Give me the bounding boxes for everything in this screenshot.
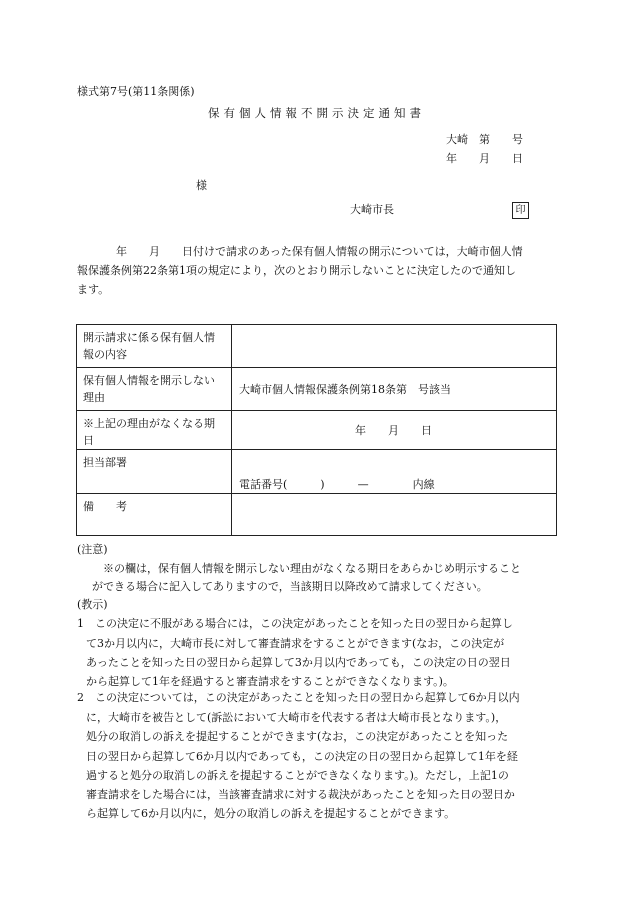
instruction-2-line-4: 日の翌日から起算して6か月以内であっても，この決定の日の翌日から起算して1年を経 [86, 750, 518, 763]
label-content-line-1: 開示請求に係る保有個人情 [83, 331, 215, 344]
expiry-date: 年 月 日 [355, 424, 432, 437]
value-expiry [232, 411, 557, 450]
body-line-2: 報保護条例第22条第1項の規定により，次のとおり開示しないことに決定したので通知し [77, 264, 516, 277]
label-reason [77, 368, 232, 411]
document-date: 年 月 日 [446, 152, 523, 165]
label-remarks-line-1: 備 考 [83, 500, 127, 513]
value-department [232, 450, 557, 494]
instruction-1-line-3: あったことを知った日の翌日から起算して3か月以内であっても，この決定の日の翌日 [86, 656, 511, 669]
instruction-1-line-4: から起算して1年を経過すると審査請求をすることができなくなります。)。 [86, 675, 454, 688]
value-content [232, 325, 557, 368]
instruction-2-line-2: に，大崎市を被告として(訴訟において大崎市を代表する者は大崎市長となります。)， [86, 711, 507, 724]
instruction-2-line-7: ら起算して6か月以内に，処分の取消しの訴えを提起することができます。 [86, 807, 456, 820]
phone-number-text: 電話番号( ) — 内線 [239, 478, 435, 491]
instruction-2-line-5: 過すると処分の取消しの訴えを提起することができなくなります。)。ただし，上記1の [86, 769, 509, 782]
instruction-2-line-3: 処分の取消しの訴えを提起することができます(なお，この決定があったことを知った [86, 730, 509, 743]
decision-table [76, 324, 557, 536]
table-row-expiry [77, 411, 557, 450]
label-remarks [77, 494, 232, 536]
reason-text: 大崎市個人情報保護条例第18条第 号該当 [239, 383, 451, 396]
instruction-2-line-1: 2 この決定については，この決定があったことを知った日の翌日から起算して6か月以内 [77, 691, 520, 704]
label-department [77, 450, 232, 494]
value-remarks [232, 494, 557, 536]
caution-line-2: ができる場合に記入してありますので，当該期日以降改めて請求してください。 [92, 580, 488, 593]
label-reason-line-1: 保有個人情報を開示しない [83, 374, 215, 387]
page-title: 保有個人情報不開示決定通知書 [208, 106, 425, 120]
seal-mark: 印 [512, 202, 529, 219]
label-expiry-line-2: 日 [83, 434, 94, 447]
caution-line-1: ※の欄は，保有個人情報を開示しない理由がなくなる期日をあらかじめ明示すること [103, 562, 521, 575]
label-content [77, 325, 232, 368]
instruction-1-line-1: 1 この決定に不服がある場合には，この決定があったことを知った日の翌日から起算し [77, 617, 513, 630]
label-expiry-line-1: ※上記の理由がなくなる期 [83, 417, 215, 430]
instruction-1-line-2: て3か月以内に，大崎市長に対して審査請求をすることができます(なお，この決定が [86, 637, 505, 650]
table-row-department [77, 450, 557, 494]
table-row-content [77, 325, 557, 368]
table-row-remarks [77, 494, 557, 536]
addressee-suffix: 様 [196, 179, 207, 192]
sender-name: 大崎市長 [350, 203, 394, 216]
value-reason [232, 368, 557, 411]
caution-heading: (注意) [77, 543, 108, 556]
label-reason-line-2: 理由 [83, 391, 105, 404]
instruction-heading: (教示) [77, 598, 108, 611]
table-row-reason [77, 368, 557, 411]
form-number: 様式第7号(第11条関係) [77, 85, 195, 98]
label-content-line-2: 報の内容 [83, 348, 127, 361]
instruction-2-line-6: 審査請求をした場合には，当該審査請求に対する裁決があったことを知った日の翌日か [86, 788, 515, 801]
document-number: 大崎 第 号 [446, 133, 523, 146]
label-expiry [77, 411, 232, 450]
body-line-1: 年 月 日付けで請求のあった保有個人情報の開示については，大崎市個人情 [116, 245, 523, 258]
body-line-3: ます。 [77, 283, 110, 296]
label-department-line-1: 担当部署 [83, 456, 127, 469]
